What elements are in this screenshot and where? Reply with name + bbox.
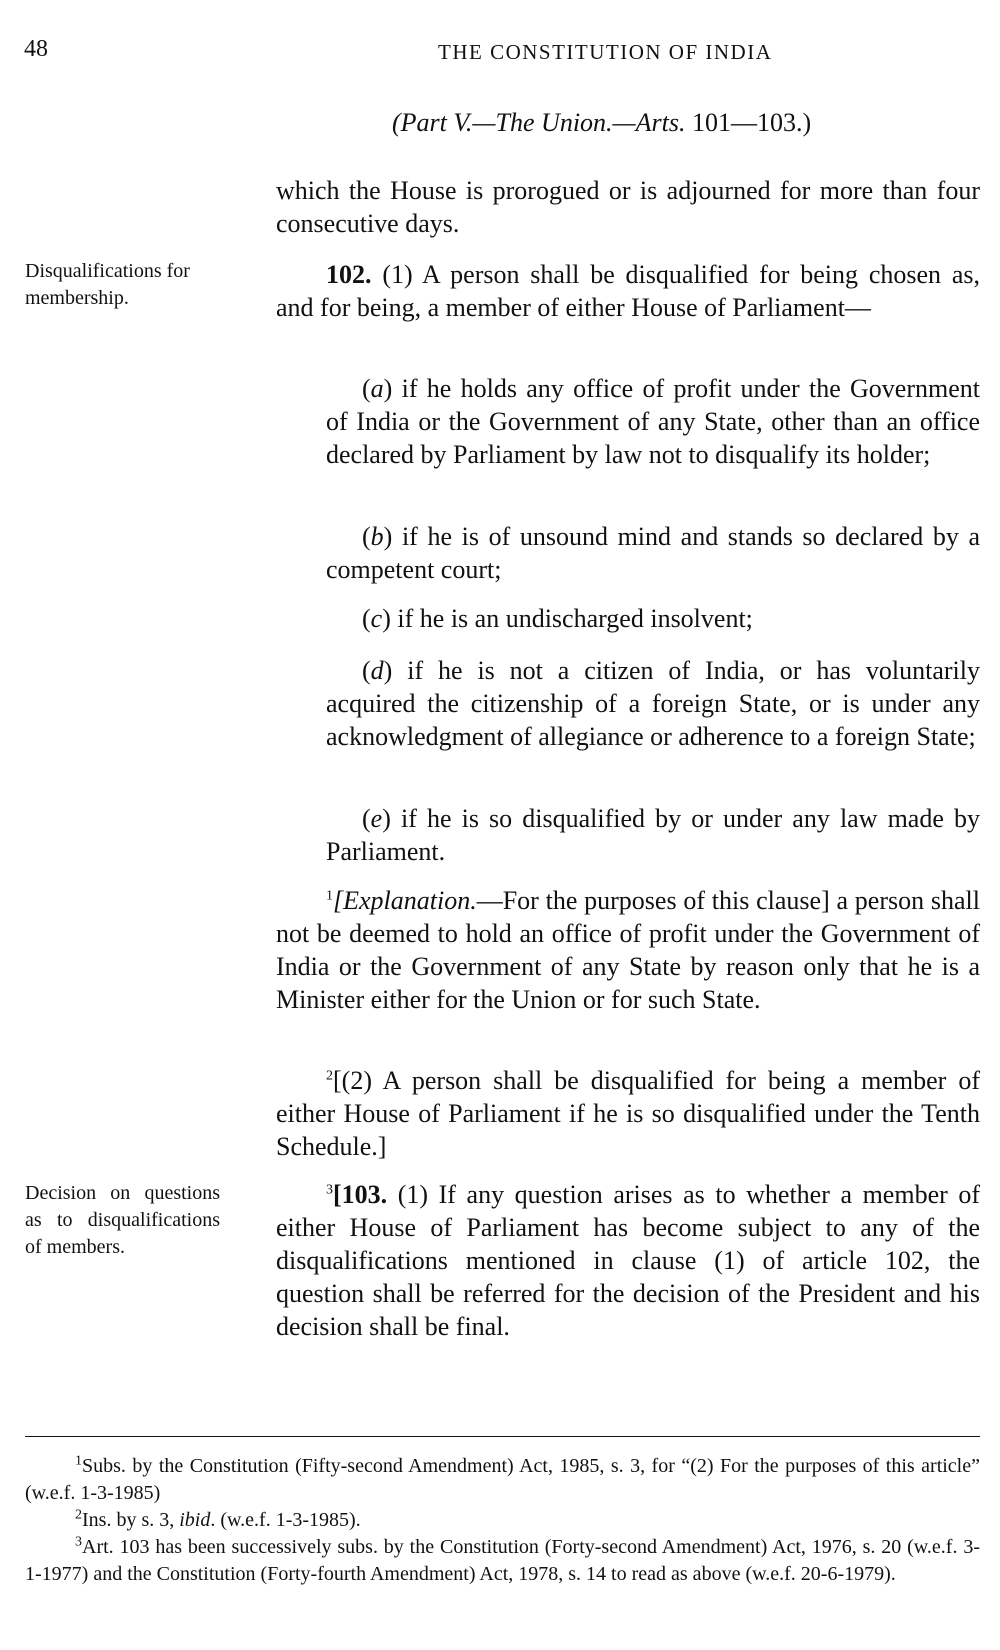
clause-d-text: (d) if he is not a citizen of India, or has voluntarily acquired the citizenship of a foreign State, or is under any acknowledgment of allegiance or adherence to a foreign State; bbox=[326, 656, 980, 751]
clause-b bbox=[326, 520, 980, 586]
clause-a-text: (a) if he holds any office of profit under the Government of India or the Government of any State, other than an office declared by Parliament by law not to disqualify its holder; bbox=[326, 374, 980, 469]
clause-e-text: (e) if he is so disqualified by or under any law made by Parliament. bbox=[326, 804, 980, 866]
article-103-text bbox=[276, 1178, 980, 1343]
footnote-2-post: . (w.e.f. 1-3-1985). bbox=[210, 1509, 361, 1531]
footnote-2-ibid: ibid bbox=[179, 1509, 211, 1531]
article-102-intro bbox=[276, 258, 980, 324]
margin-note-art103: Decision on questions as to disqualifications of members. bbox=[25, 1182, 220, 1258]
footnote-1-marker: 1 bbox=[75, 1453, 82, 1469]
clause-e bbox=[326, 802, 980, 868]
clause-b-body: if he is of unsound mind and stands so declared by a competent court; bbox=[326, 522, 980, 584]
part-heading-title: Part V.—The Union.—Arts. bbox=[400, 108, 686, 137]
continuation-paragraph: which the House is prorogued or is adjourned for more than four consecutive days. bbox=[276, 176, 980, 238]
clause-a bbox=[326, 372, 980, 471]
article-103-footnote-ref: 3 bbox=[326, 1182, 333, 1198]
continuation-text bbox=[276, 174, 980, 240]
clause-a-label: a bbox=[370, 374, 384, 403]
footnote-3 bbox=[25, 1534, 980, 1588]
clause-2-body: [(2) A person shall be disqualified for being a member of either House of Parliament if he is so disqualified under the Tenth Schedule.] bbox=[276, 1066, 980, 1161]
part-heading bbox=[392, 108, 811, 138]
clause-c-label: c bbox=[370, 604, 383, 633]
clause-e-body: if he is so disqualified by or under any law made by Parliament. bbox=[326, 804, 980, 866]
article-103-body: (1) If any question arises as to whether a member of either House of Parliament has become subject to any of the disqualifications mentioned in clause (1) of article 102, the question shall be referred for the decision of the President and his decision shall be final. bbox=[276, 1180, 980, 1341]
footnotes bbox=[25, 1453, 980, 1588]
page-number: 48 bbox=[24, 36, 48, 62]
part-heading-open: ( bbox=[392, 108, 401, 137]
footnote-3-text: Art. 103 has been successively subs. by the Constitution (Forty-second Amendment) Act, 1976, s. 20 (w.e.f. 3-1-1977) and the Constitution (Forty-fourth Amendment) Act, 1978, s. 14 to read as above (w.e.f. 20-6-1979). bbox=[25, 1536, 980, 1585]
explanation-body: —For the purposes of this clause] a person shall not be deemed to hold an office of profit under the Government of India or the Government of any State by reason only that he is a Minister either for the Union or for such State. bbox=[276, 886, 980, 1014]
running-title: THE CONSTITUTION OF INDIA bbox=[438, 40, 773, 64]
clause-b-label: b bbox=[370, 522, 384, 551]
article-102 bbox=[276, 258, 980, 324]
clause-d-body: if he is not a citizen of India, or has voluntarily acquired the citizenship of a foreign State, or is under any acknowledgment of allegiance or adherence to a foreign State; bbox=[326, 656, 980, 751]
explanation-footnote-ref: 1 bbox=[326, 888, 333, 904]
article-103 bbox=[276, 1178, 980, 1343]
clause-c-text: (c) if he is an undischarged insolvent; bbox=[362, 604, 753, 633]
explanation-text bbox=[276, 884, 980, 1016]
footnote-2 bbox=[25, 1507, 980, 1534]
clause-c bbox=[326, 602, 980, 635]
article-102-number: 102. bbox=[326, 260, 372, 289]
article-102-clause-2-text bbox=[276, 1064, 980, 1163]
clause-b-text: (b) if he is of unsound mind and stands so declared by a competent court; bbox=[326, 522, 980, 584]
footnote-1-text: Subs. by the Constitution (Fifty-second Amendment) Act, 1985, s. 3, for “(2) For the purposes of this article” (w.e.f. 1-3-1985) bbox=[25, 1455, 980, 1504]
explanation bbox=[276, 884, 980, 1016]
footnote-3-marker: 3 bbox=[75, 1534, 82, 1550]
footnote-rule bbox=[25, 1436, 980, 1437]
article-102-intro-text: (1) A person shall be disqualified for being chosen as, and for being, a member of either House of Parliament— bbox=[276, 260, 980, 322]
explanation-label: [Explanation. bbox=[333, 886, 477, 915]
clause-a-body: if he holds any office of profit under the Government of India or the Government of any State, other than an office declared by Parliament by law not to disqualify its holder; bbox=[326, 374, 980, 469]
clause-d-label: d bbox=[370, 656, 384, 685]
article-102-clause-2 bbox=[276, 1064, 980, 1163]
footnote-2-pre: Ins. by s. 3, bbox=[82, 1509, 180, 1531]
article-103-number: [103. bbox=[333, 1180, 388, 1209]
clause-c-body: if he is an undischarged insolvent; bbox=[397, 604, 753, 633]
footnote-2-marker: 2 bbox=[75, 1507, 82, 1523]
clause-e-label: e bbox=[370, 804, 383, 833]
footnote-1 bbox=[25, 1453, 980, 1507]
margin-note-art102: Disqualifications for membership. bbox=[25, 260, 190, 309]
clause-d bbox=[326, 654, 980, 753]
clause-2-footnote-ref: 2 bbox=[326, 1068, 333, 1084]
part-heading-range: 101—103.) bbox=[692, 108, 812, 137]
